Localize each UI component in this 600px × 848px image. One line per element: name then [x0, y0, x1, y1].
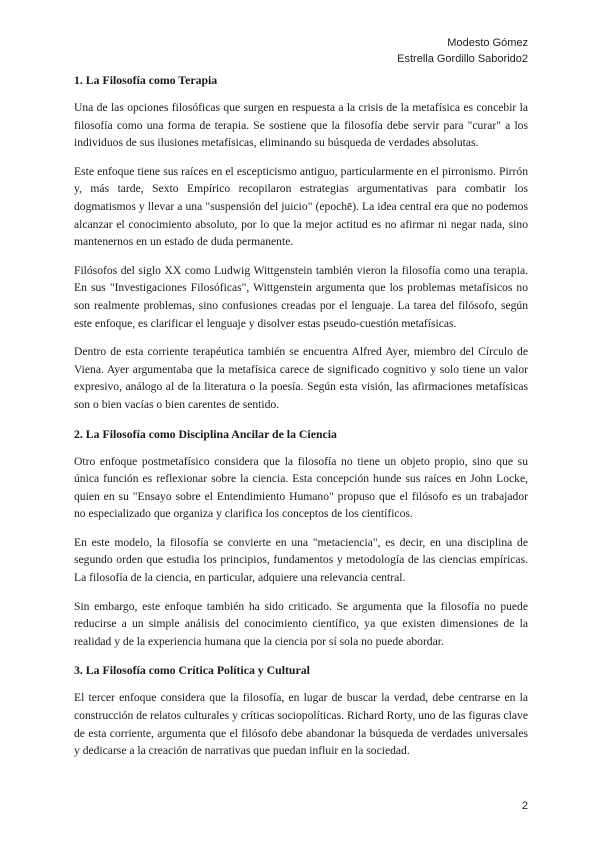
paragraph: Este enfoque tiene sus raíces en el escepticismo antiguo, particularmente en el pirronismo. Pirrón y, más tarde, Sexto Empírico recopilaron estrategias argumentativas para combatir los dogmatismos y llevar a una "suspensión del juicio" (epochē). La idea central era que no podemos alcanzar el conocimiento absoluto, por lo que la mejor actitud es no afirmar ni negar nada, sino mantenernos en un estado de duda permanente.: [74, 164, 528, 249]
document-body: [74, 72, 528, 771]
page-header: [397, 35, 528, 67]
paragraph: Filósofos del siglo XX como Ludwig Wittgenstein también vieron la filosofía como una terapia. En sus "Investigaciones Filosóficas", Wittgenstein argumenta que los problemas metafísicos no son realmente problemas, sino confusiones creadas por el lenguaje. La tarea del filósofo, según este enfoque, es clarificar el lenguaje y disolver estas pseudo-cuestión metafísicas.: [74, 263, 528, 330]
paragraph: En este modelo, la filosofía se convierte en una "metaciencia", es decir, en una disciplina de segundo orden que estudia los principios, fundamentos y metodología de las ciencias empíricas. La filosofía de la ciencia, en particular, adquiere una relevancia central.: [74, 535, 528, 585]
paragraph: Dentro de esta corriente terapéutica también se encuentra Alfred Ayer, miembro del Círculo de Viena. Ayer argumentaba que la metafísica carece de significado cognitivo y solo tiene un valor expresivo, análogo al de la literatura o la poesía. Según esta visión, las afirmaciones metafísicas son o bien vacías o bien carentes de sentido.: [74, 345, 528, 411]
header-author-2: Estrella Gordillo Saborido2: [397, 53, 528, 65]
header-author-1: Modesto Gómez: [447, 37, 528, 49]
section-title: 2. La Filosofía como Disciplina Ancilar de la Ciencia: [74, 426, 337, 441]
section-critica: [74, 662, 528, 759]
section-title: 3. La Filosofía como Crítica Política y Cultural: [74, 663, 310, 678]
paragraph: Otro enfoque postmetafísico considera que la filosofía no tiene un objeto propio, sino que su única función es reflexionar sobre la ciencia. Esta concepción hunde sus raíces en John Locke, quien en su "Ensayo sobre el Entendimiento Humano" propuso que el filósofo es un trabajador no especializado que organiza y clarifica los conceptos de los científicos.: [74, 454, 528, 521]
section-ciencia: [74, 426, 528, 651]
paragraph: El tercer enfoque considera que la filosofía, en lugar de buscar la verdad, debe centrarse en la construcción de relatos culturales y críticas sociopolíticas. Richard Rorty, uno de las figuras clave de esta corriente, argumenta que el filósofo debe abandonar la búsqueda de verdades universales y dedicarse a la creación de narrativas que puedan influir en la sociedad.: [74, 691, 528, 758]
page-number: 2: [521, 800, 528, 812]
section-terapia: [74, 72, 528, 414]
paragraph: Una de las opciones filosóficas que surgen en respuesta a la crisis de la metafísica es concebir la filosofía como una forma de terapia. Se sostiene que la filosofía debe servir para "curar" a los individuos de sus ilusiones metafísicas, eliminando su búsqueda de verdades absolutas.: [74, 101, 528, 150]
section-title: 1. La Filosofía como Terapia: [74, 73, 218, 87]
paragraph: Sin embargo, este enfoque también ha sido criticado. Se argumenta que la filosofía no puede reducirse a un simple análisis del conocimiento científico, ya que existen dimensiones de la realidad y de la experiencia humana que la ciencia por sí sola no puede abordar.: [74, 599, 528, 648]
